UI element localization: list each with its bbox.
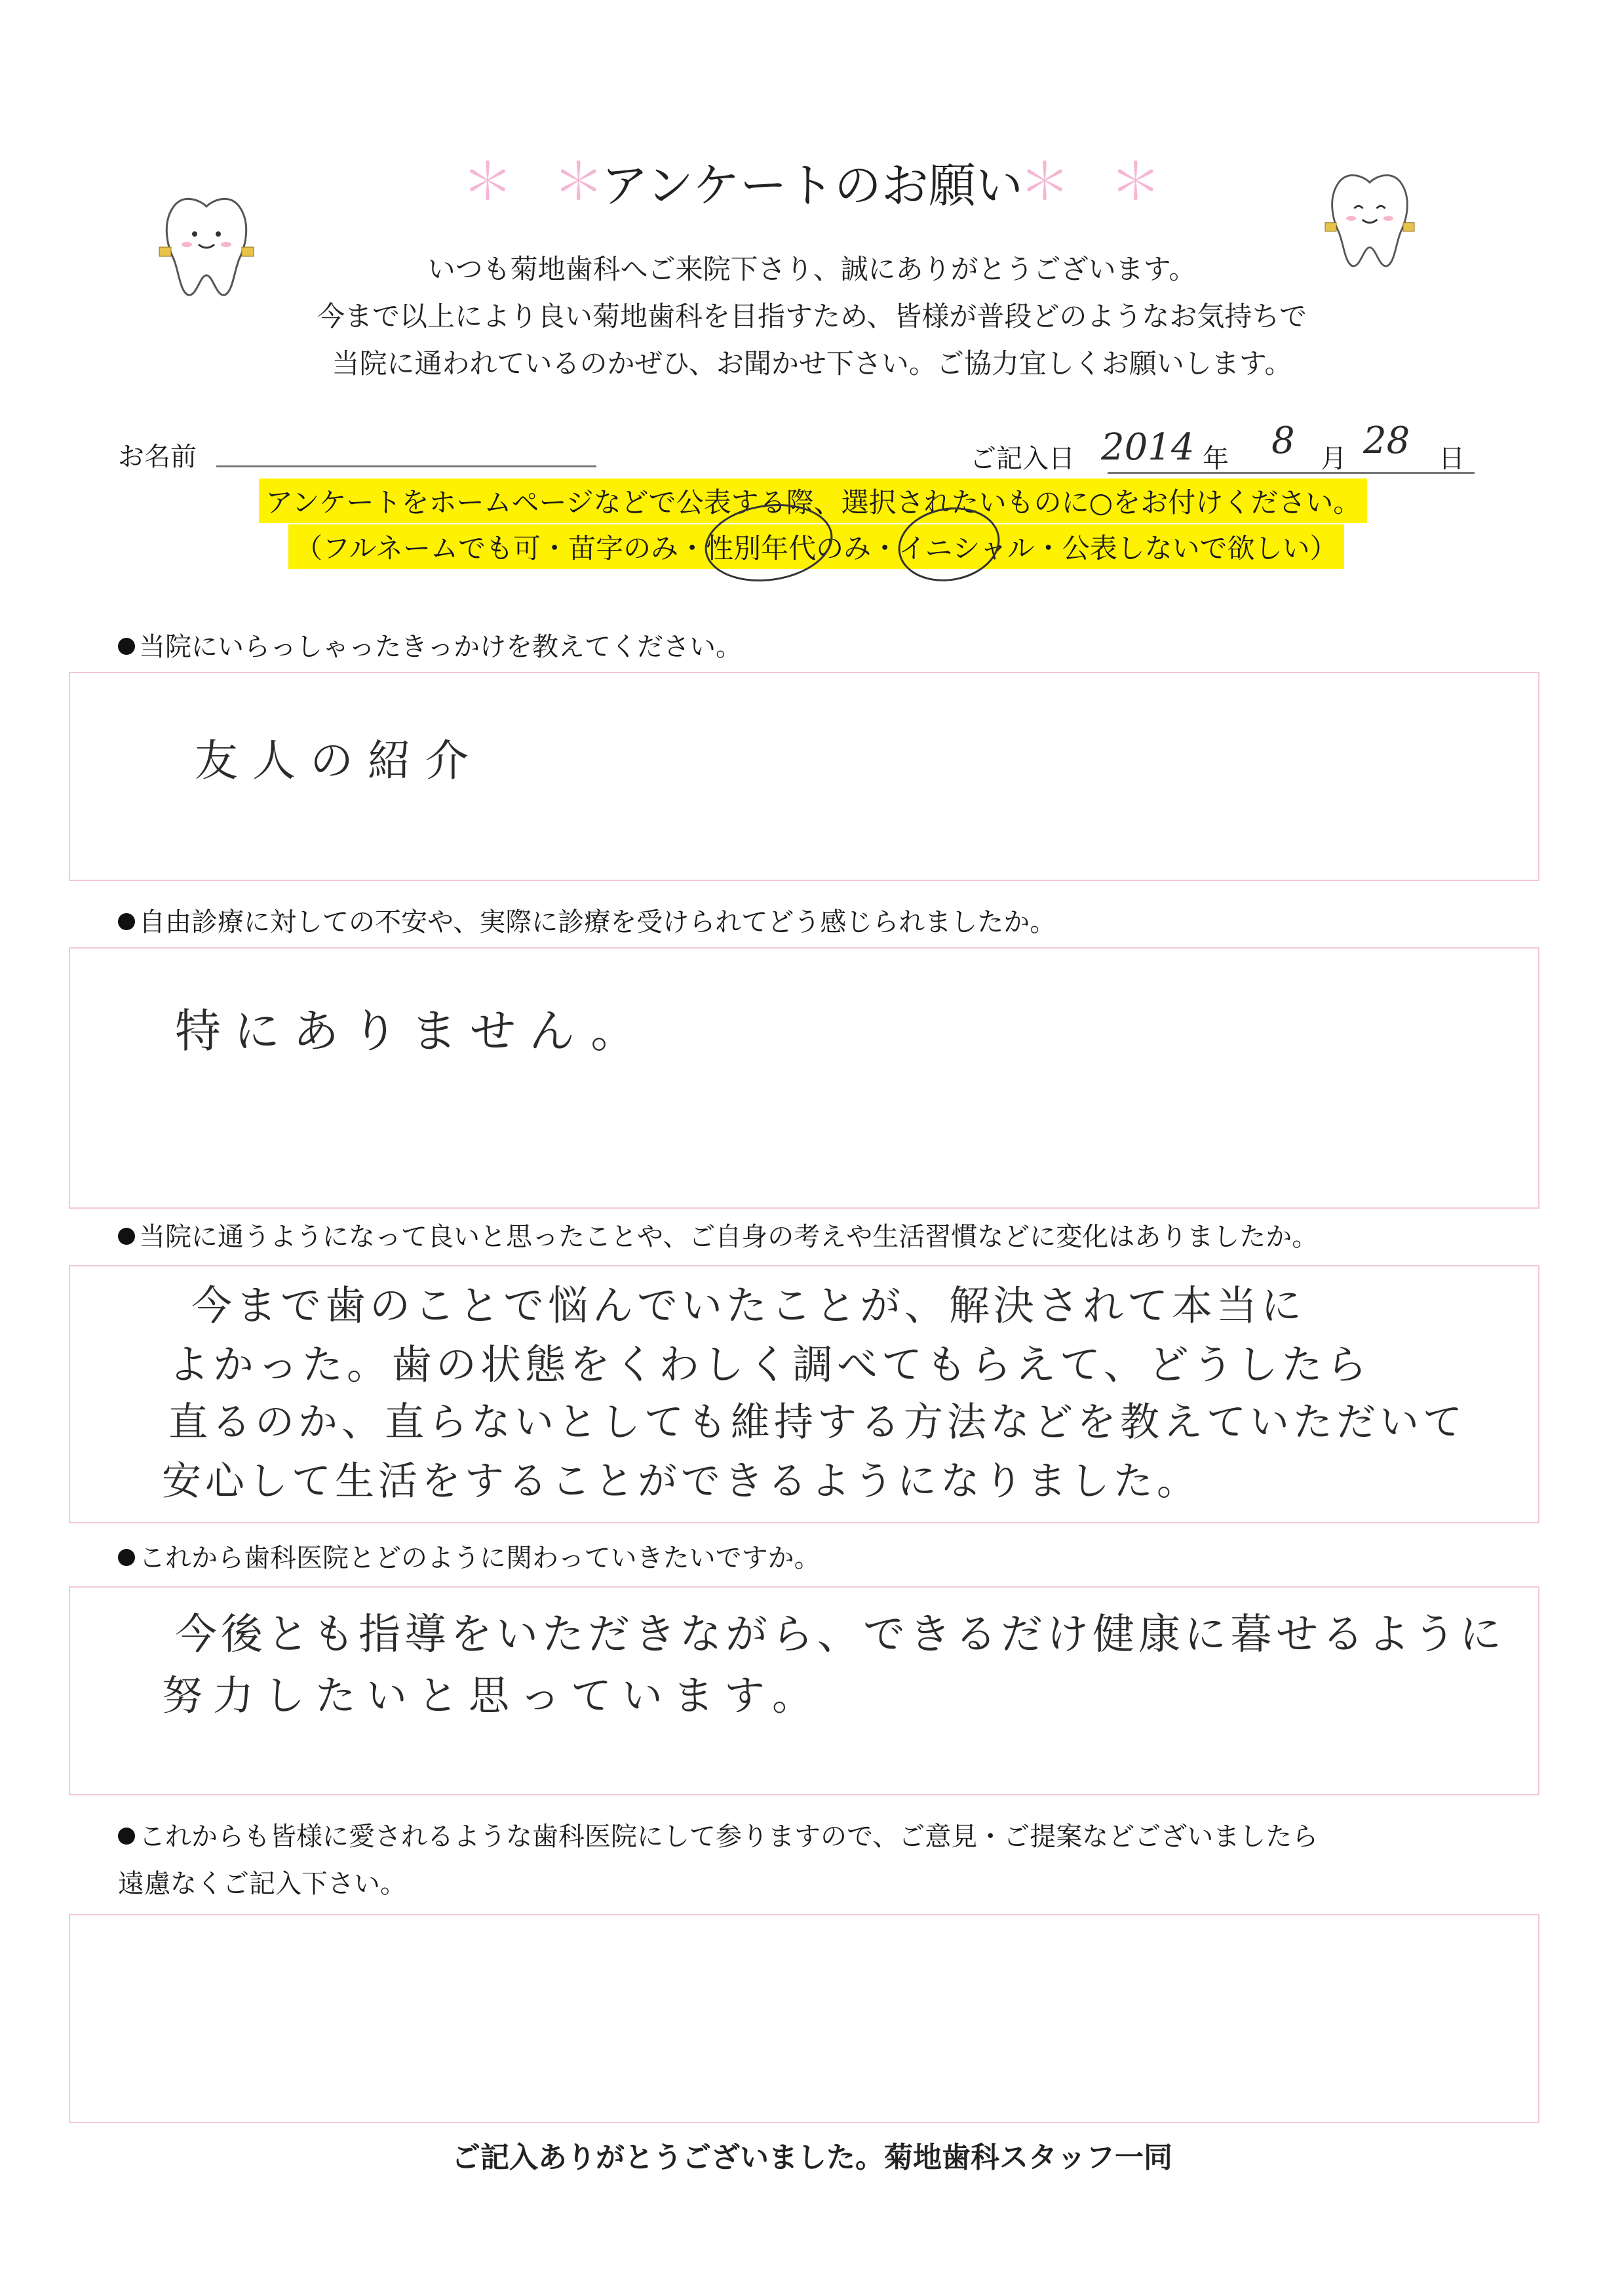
answer-2-line-1: 特にありません。 bbox=[175, 1004, 650, 1058]
option-separator: ・ bbox=[541, 532, 569, 564]
answer-3-line-2: よかった。歯の状態をくわしく調べてもらえて、どうしたら bbox=[168, 1340, 1371, 1388]
answer-3-line-4: 安心して生活をすることができるようになりました。 bbox=[162, 1458, 1200, 1504]
date-month-value: 8 bbox=[1271, 420, 1295, 462]
footer-thanks: ご記入ありがとうございました。菊地歯科スタッフ一同 bbox=[452, 2141, 1172, 2174]
date-year-unit: 年 bbox=[1203, 444, 1229, 474]
intro-line-2: 今まで以上により良い菊地歯科を目指すため、皆様が普段どのようなお気持ちで bbox=[317, 300, 1307, 332]
option-separator: ・ bbox=[871, 532, 899, 564]
publish-option-initials[interactable]: イニシャル bbox=[899, 532, 1035, 564]
star-decoration-right: ＊ ＊ bbox=[1019, 153, 1173, 212]
star-decoration-left: ＊ ＊ bbox=[462, 153, 616, 212]
name-label: お名前 bbox=[118, 442, 197, 472]
name-field[interactable] bbox=[216, 465, 596, 467]
answer-3-line-1: 今まで歯のことで悩んでいたことが、解決されて本当に bbox=[191, 1281, 1306, 1329]
question-5-continued: 遠慮なくご記入下さい。 bbox=[118, 1869, 406, 1899]
intro-line-3: 当院に通われているのかぜひ、お聞かせ下さい。ご協力宜しくお願いします。 bbox=[332, 347, 1292, 380]
date-day-unit: 日 bbox=[1439, 444, 1465, 474]
publish-notice: アンケートをホームページなどで公表する際、選択されたいものに○をお付けください。 bbox=[259, 479, 1367, 523]
answer-box-4[interactable] bbox=[69, 1586, 1539, 1795]
date-label: ご記入日 bbox=[970, 444, 1075, 474]
date-month-unit: 月 bbox=[1321, 444, 1347, 474]
question-5: これからも皆様に愛されるような歯科医院にして参りますので、ご意見・ご提案などございましたら bbox=[118, 1816, 1318, 1853]
answer-3-line-3: 直るのか、直らないとしても維持する方法などを教えていただいて bbox=[168, 1399, 1466, 1445]
publish-option-private[interactable]: 公表しないで欲しい） bbox=[1062, 532, 1338, 564]
answer-4-line-2: 努力したいと思っています。 bbox=[162, 1672, 824, 1719]
question-3: 当院に通うようになって良いと思ったことや、ご自身の考えや生活習慣などに変化はありましたか。 bbox=[118, 1216, 1318, 1253]
date-field[interactable] bbox=[970, 420, 1475, 472]
option-separator: ・ bbox=[678, 532, 706, 564]
answer-box-1[interactable] bbox=[69, 672, 1539, 881]
answer-box-3[interactable] bbox=[69, 1265, 1539, 1523]
publish-option-gender-age[interactable]: 性別年代のみ bbox=[706, 532, 872, 564]
intro-line-1: いつも菊地歯科へご来院下さり、誠にありがとうございます。 bbox=[427, 253, 1197, 285]
date-day-value: 28 bbox=[1363, 420, 1410, 462]
question-4: これから歯科医院とどのように関わっていきたいですか。 bbox=[118, 1537, 821, 1575]
answer-1-line-1: 友人の紹介 bbox=[195, 735, 483, 786]
answer-box-2[interactable] bbox=[69, 947, 1539, 1209]
date-year-value: 2014 bbox=[1101, 426, 1195, 469]
question-2: 自由診療に対しての不安や、実際に診療を受けられてどう感じられましたか。 bbox=[118, 901, 1056, 939]
answer-4-line-1: 今後とも指導をいただきながら、できるだけ健康に暮せるように bbox=[175, 1611, 1505, 1659]
question-1: 当院にいらっしゃったきっかけを教えてください。 bbox=[118, 626, 742, 663]
publish-option-surname[interactable]: 苗字のみ bbox=[568, 532, 679, 564]
page-title: アンケートのお願い bbox=[601, 158, 1023, 213]
publish-option-fullname[interactable]: （フルネームでも可 bbox=[295, 532, 541, 564]
answer-box-5[interactable] bbox=[69, 1914, 1539, 2123]
option-separator: ・ bbox=[1034, 532, 1062, 564]
date-underline bbox=[1108, 472, 1475, 474]
